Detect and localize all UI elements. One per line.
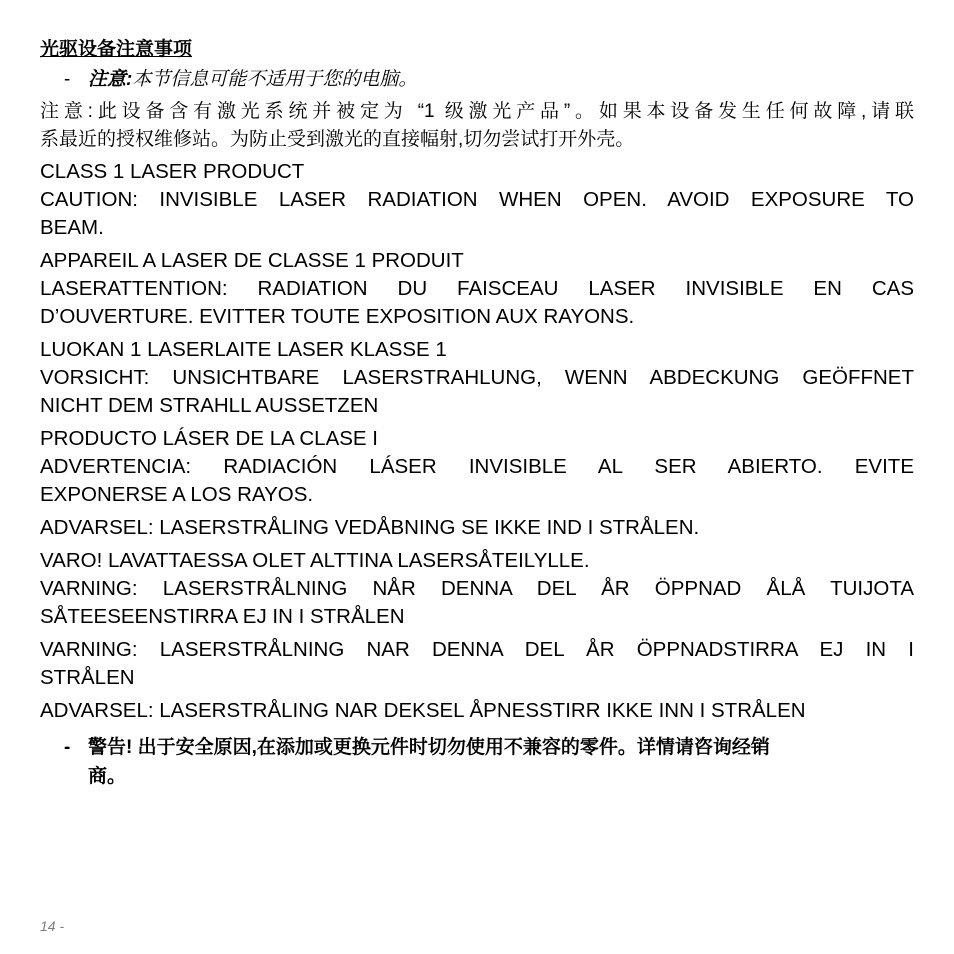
paragraph-line: ADVARSEL: LASERSTRÅLING VEDÅBNING SE IKKE IND I STRÅLEN. xyxy=(40,516,700,539)
english-laser-paragraph xyxy=(40,158,914,242)
swedish-laser-paragraph xyxy=(40,636,914,692)
paragraph-line: BEAM. xyxy=(40,216,104,239)
paragraph-line: 注意:此设备含有激光系统并被定为 “1 级激光产品”。如果本设备发生任何故障,请联 xyxy=(40,101,914,122)
page-number: 14 - xyxy=(40,918,65,934)
spanish-laser-paragraph xyxy=(40,425,914,509)
paragraph-line: CAUTION: INVISIBLE LASER RADIATION WHEN OPEN. AVOID EXPOSURE TO xyxy=(40,188,914,211)
paragraph-line: NICHT DEM STRAHLL AUSSETZEN xyxy=(40,394,379,417)
paragraph-line: LUOKAN 1 LASERLAITE LASER KLASSE 1 xyxy=(40,338,447,361)
note-label: 注意: xyxy=(88,69,133,90)
warning-bullet xyxy=(40,733,914,791)
paragraph-line: LASERATTENTION: RADIATION DU FAISCEAU LASER INVISIBLE EN CAS xyxy=(40,277,914,300)
document-page xyxy=(40,36,914,791)
paragraph-line: VORSICHT: UNSICHTBARE LASERSTRAHLUNG, WENN ABDECKUNG GEÖFFNET xyxy=(40,366,914,389)
note-dash: - xyxy=(64,69,71,90)
paragraph-line: APPAREIL A LASER DE CLASSE 1 PRODUIT xyxy=(40,249,464,272)
chinese-laser-paragraph xyxy=(40,98,914,154)
note-text: 本节信息可能不适用于您的电脑。 xyxy=(132,69,418,90)
french-laser-paragraph xyxy=(40,247,914,331)
warning-line: 商。 xyxy=(88,766,127,787)
paragraph-line: ADVARSEL: LASERSTRÅLING NAR DEKSEL ÅPNESSTIRR IKKE INN I STRÅLEN xyxy=(40,699,806,722)
paragraph-line: VARO! LAVATTAESSA OLET ALTTINA LASERSÅTEILYLLE. xyxy=(40,549,590,572)
finnish-swedish-laser-paragraph xyxy=(40,547,914,631)
paragraph-line: STRÅLEN xyxy=(40,666,135,689)
danish-laser-paragraph xyxy=(40,514,914,542)
section-heading: 光驱设备注意事项 xyxy=(40,39,193,60)
paragraph-line: EXPONERSE A LOS RAYOS. xyxy=(40,483,314,506)
paragraph-line: ADVERTENCIA: RADIACIÓN LÁSER INVISIBLE AL SER ABIERTO. EVITE xyxy=(40,455,914,478)
paragraph-line: D’OUVERTURE. EVITTER TOUTE EXPOSITION AUX RAYONS. xyxy=(40,305,635,328)
warning-dash: - xyxy=(64,737,71,758)
german-laser-paragraph xyxy=(40,336,914,420)
warning-line: 警告! 出于安全原因,在添加或更换元件时切勿使用不兼容的零件。详情请咨询经销 xyxy=(88,737,770,758)
paragraph-line: 系最近的授权维修站。为防止受到激光的直接幅射,切勿尝试打开外壳。 xyxy=(40,129,635,150)
paragraph-line: CLASS 1 LASER PRODUCT xyxy=(40,160,305,183)
paragraph-line: SÅTEESEENSTIRRA EJ IN I STRÅLEN xyxy=(40,605,405,628)
paragraph-line: VARNING: LASERSTRÅLNING NAR DENNA DEL ÅR ÖPPNADSTIRRA EJ IN I xyxy=(40,638,914,661)
norwegian-laser-paragraph xyxy=(40,697,914,725)
paragraph-line: PRODUCTO LÁSER DE LA CLASE I xyxy=(40,427,378,450)
note-line xyxy=(40,66,914,94)
paragraph-line: VARNING: LASERSTRÅLNING NÅR DENNA DEL ÅR ÖPPNAD ÅLÅ TUIJOTA xyxy=(40,577,914,600)
